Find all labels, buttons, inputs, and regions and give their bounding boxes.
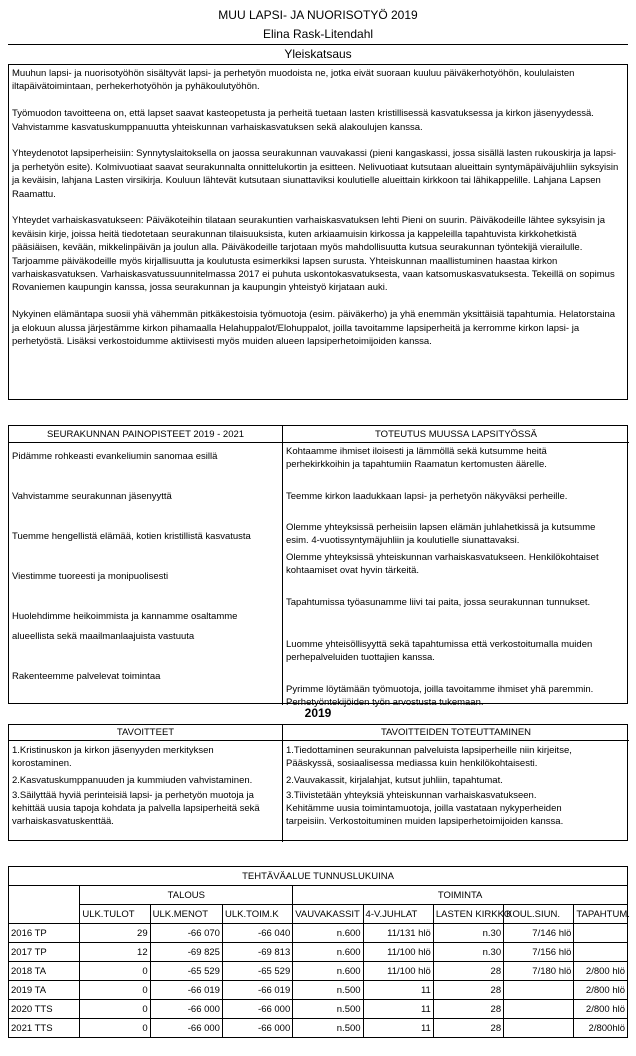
overview-box (8, 64, 628, 400)
goal-implementation: 3.Tiivistetään yhteyksiä yhteiskunnan varhaiskasvatukseen. Kehitämme uusia toimintamuotoja, joilla vastataan nykyperheiden tarpeisiin. Verkostoituminen muiden lapsiperhetoimijoiden kanssa. (286, 790, 564, 827)
kpi-cell: 28 (433, 1019, 503, 1038)
table-row (9, 981, 628, 1000)
overview-paragraph: Yhteydenotot lapsiperheisiin: Synnytyslaitoksella on jaossa seurakunnan vauvakassi (pieni kangaskassi, jossa sisällä lasten rukouskirja ja lapsi- ja perhetyön esite). Kolmivuotiaat saavat seurakunnalta onnittelukortin ja esitteen. Nelivuotiaat kutsutaan alueittain syntymäpäiväjuhliin syksyisin ja keväisin, lahjana Lasten virsikirja. Kouluun lähtevät kutsutaan siunattaviksi koulutielle alueittain kirkkoon tai lähikappelille. Lahjana Lapsen Raamattu. (12, 148, 619, 200)
kpi-row-label: 2020 TTS (9, 1000, 80, 1019)
goals-year: 2019 (304, 706, 332, 720)
kpi-cell: -66 000 (150, 1000, 222, 1019)
kpi-row-label: 2017 TP (9, 943, 80, 962)
kpi-col-header: LASTEN KIRKKO (433, 905, 503, 924)
kpi-cell: 11 (363, 1000, 433, 1019)
focus-implementation: Olemme yhteyksissä perheisiin lapsen elämän juhlahetkissä ja kutsumme esim. 4-vuotissyntymäjuhliin ja koulutielle siunattavaksi. (286, 522, 596, 546)
focus-implementation: Kohtaamme ihmiset iloisesti ja lämmöllä sekä kutsumme heitä perhekirkkoihin ja tapahtumiin Raamatun kertomusten äärelle. (286, 446, 547, 470)
kpi-cell: 11/131 hlö (363, 924, 433, 943)
overview-paragraph: Työmuodon tavoitteena on, että lapset saavat kasteopetusta ja perheitä tuetaan lasten kristillisessä kasvatuksessa ja kirkon jäsenyydessä. Vahvistamme kasvatuskumppanuutta yhteiskunnan varhaiskasvatuksen sekä alakoulujen kanssa. (12, 108, 594, 133)
goals-col-header: TAVOITTEET (116, 727, 175, 738)
kpi-col-header: KOUL.SIUN. (504, 905, 574, 924)
kpi-title: TEHTÄVÄALUE TUNNUSLUKUINA (9, 867, 628, 886)
kpi-col-header: ULK.TULOT (80, 905, 150, 924)
focus-priority: Vahvistamme seurakunnan jäsenyyttä (12, 491, 172, 502)
focus-priority: Rakenteemme palvelevat toimintaa (12, 671, 161, 682)
goal-item: 1.Kristinuskon ja kirkon jäsenyyden merkityksen korostaminen. (12, 745, 214, 769)
kpi-cell (504, 1019, 574, 1038)
goals-col-header: TAVOITTEIDEN TOTEUTTAMINEN (380, 727, 532, 738)
kpi-cell: 28 (433, 962, 503, 981)
kpi-row-label: 2021 TTS (9, 1019, 80, 1038)
overview-heading: Yleiskatsaus (284, 47, 352, 61)
focus-table (8, 425, 628, 708)
focus-implementation: Tapahtumissa työasunamme liivi tai paita, jossa seurakunnan tunnukset. (286, 597, 591, 608)
kpi-cell: 7/146 hlö (504, 924, 574, 943)
kpi-cell: n.600 (293, 943, 363, 962)
kpi-cell (504, 1000, 574, 1019)
kpi-cell: 7/180 hlö (504, 962, 574, 981)
kpi-cell: -66 070 (150, 924, 222, 943)
header-divider (8, 44, 628, 45)
kpi-col-header: ULK.TOIM.K (222, 905, 292, 924)
kpi-cell: 28 (433, 1000, 503, 1019)
kpi-cell: 2/800 hlö (574, 962, 628, 981)
kpi-cell: -69 813 (222, 943, 292, 962)
table-row (9, 962, 628, 981)
kpi-cell: -66 000 (222, 1000, 292, 1019)
kpi-row-label: 2018 TA (9, 962, 80, 981)
kpi-cell: 0 (80, 981, 150, 1000)
kpi-cell: n.500 (293, 981, 363, 1000)
goal-item: 2.Kasvatuskumppanuuden ja kummiuden vahvistaminen. (12, 775, 253, 786)
goal-item: 3.Säilyttää hyviä perinteisiä lapsi- ja perhetyön muotoja ja kehittää uusia tapoja kohdata ja palvella lapsiperheitä sekä varhaiskasvatuskenttää. (12, 790, 260, 827)
kpi-cell: 2/800 hlö (574, 981, 628, 1000)
kpi-cell: 12 (80, 943, 150, 962)
kpi-row-label: 2016 TP (9, 924, 80, 943)
focus-priority: Pidämme rohkeasti evankeliumin sanomaa esillä (12, 451, 218, 462)
focus-implementation: Olemme yhteyksissä yhteiskunnan varhaiskasvatukseen. Henkilökohtaiset kohtaamiset ovat hyvin tärkeitä. (286, 552, 599, 576)
kpi-cell: -66 000 (150, 1019, 222, 1038)
author-name: Elina Rask-Litendahl (262, 27, 374, 41)
kpi-cell: n.600 (293, 924, 363, 943)
table-row (9, 1000, 628, 1019)
kpi-cell: 0 (80, 1019, 150, 1038)
focus-implementation: Luomme yhteisöllisyyttä sekä tapahtumissa että verkostoitumalla muiden perhepalveluiden tuottajien kanssa. (286, 639, 593, 663)
focus-priority: Huolehdimme heikoimmista ja kannamme osaltamme (12, 611, 238, 622)
kpi-cell: n.600 (293, 962, 363, 981)
kpi-cell: 11/100 hlö (363, 943, 433, 962)
goal-implementation: 2.Vauvakassit, kirjalahjat, kutsut juhliin, tapahtumat. (286, 775, 503, 786)
kpi-cell: 0 (80, 1000, 150, 1019)
kpi-cell: 11 (363, 981, 433, 1000)
overview-paragraph: Muuhun lapsi- ja nuorisotyöhön sisältyvät lapsi- ja perhetyön muodoista ne, jotka eivät suoraan kuuluu päiväkerhotyöhön, koululaisten iltapäivätoimintaan, perhekerhotyöhön ja pyhäkoulutyöhön. (12, 68, 575, 93)
kpi-cell (574, 924, 628, 943)
focus-priority: alueellista sekä maailmanlaajuista vastuuta (12, 631, 195, 642)
table-row (9, 924, 628, 943)
kpi-row-label: 2019 TA (9, 981, 80, 1000)
kpi-cell: -66 040 (222, 924, 292, 943)
kpi-col-header: 4-V.JUHLAT (363, 905, 433, 924)
kpi-cell: -65 529 (150, 962, 222, 981)
kpi-cell: -66 019 (150, 981, 222, 1000)
kpi-cell: 11/100 hlö (363, 962, 433, 981)
table-row (9, 943, 628, 962)
kpi-cell: n.30 (433, 943, 503, 962)
kpi-cell: -69 825 (150, 943, 222, 962)
table-row (9, 1019, 628, 1038)
kpi-cell: 29 (80, 924, 150, 943)
focus-implementation: Pyrimme löytämään työmuotoja, joilla tavoitamme ihmiset yhä paremmin. Perhetyöntekijöiden työn arvostusta tukemaan. (286, 684, 594, 708)
focus-col-header: SEURAKUNNAN PAINOPISTEET 2019 - 2021 (46, 429, 245, 440)
goal-implementation: 1.Tiedottaminen seurakunnan palveluista lapsiperheille niin kirjeitse, Pääskyssä, sosiaalisessa mediassa kuin henkilökohtaisesti. (286, 745, 572, 769)
overview-paragraph: Yhteydet varhaiskasvatukseen: Päiväkoteihin tilataan seurakuntien varhaiskasvatuksen lehti Pieni on suurin. Päiväkodeille lähtee syksyisin ja keväisin kirje, joissa heitä tiedotetaan seurakunnan tilaisuuksista, kuten arkiaamuisin kirkossa ja kappeleilla tapahtuvista kirkkohetkistä pääsiäisen, kevään, mikkelinpäivän ja joulun alla. Päiväkodeille tarjotaan myös mahdollisuutta kutsua seurakunnan työntekijä vierailulle. Tarjoamme päiväkodeille myös kirjallisuutta ja koulutusta esimerkiksi lapsen surusta. Yhteiskunnan maallistuminen haastaa kirkon varhaiskasvatuksen. Varhaiskasvatussuunnitelmassa 2017 ei puhuta uskontokasvatuksesta, vaan katsomuskasvatuksesta. Tekeillä on sopimus Rovaniemen kaupungin kanssa, jossa seurakunnan ja kaupungin yhteistyö kirjataan auki. (12, 215, 615, 294)
focus-priority: Viestimme tuoreesti ja monipuolisesti (12, 571, 169, 582)
kpi-cell: 7/156 hlö (504, 943, 574, 962)
kpi-cell: 2/800hlö (574, 1019, 628, 1038)
focus-col-header: TOTEUTUS MUUSSA LAPSITYÖSSÄ (375, 429, 537, 440)
kpi-cell: n.500 (293, 1000, 363, 1019)
kpi-cell: 11 (363, 1019, 433, 1038)
kpi-group-talous: TALOUS (80, 886, 293, 905)
goals-table (8, 724, 628, 841)
kpi-cell: 28 (433, 981, 503, 1000)
kpi-table (8, 866, 628, 1038)
page-title: MUU LAPSI- JA NUORISOTYÖ 2019 (218, 8, 418, 22)
kpi-cell: n.500 (293, 1019, 363, 1038)
overview-paragraph: Nykyinen elämäntapa suosii yhä vähemmän pitkäkestoisia työmuotoja (esim. päiväkerho) ja yhä enemmän yksittäisiä tapahtumia. Helatorstaina ja elokuun alussa järjestämme kirkon pihamaalla Helahuppalot/Elohuppalot, joilla tavoitamme lapsiperheitä ja kerromme kirkon lapsi- ja perhetyöstä. Lisäksi verkostoidumme aktiivisesti myös muiden alueen lapsiperhetoimijoiden kanssa. (12, 309, 616, 348)
kpi-cell (504, 981, 574, 1000)
kpi-cell: 2/800 hlö (574, 1000, 628, 1019)
kpi-col-header: ULK.MENOT (150, 905, 222, 924)
focus-priority: Tuemme hengellistä elämää, kotien kristillistä kasvatusta (12, 531, 251, 542)
kpi-cell: n.30 (433, 924, 503, 943)
kpi-col-header: VAUVAKASSIT (293, 905, 363, 924)
kpi-group-toiminta: TOIMINTA (293, 886, 628, 905)
focus-implementation: Teemme kirkon laadukkaan lapsi- ja perhetyön näkyväksi perheille. (286, 491, 568, 502)
kpi-cell: -66 019 (222, 981, 292, 1000)
kpi-cell (574, 943, 628, 962)
kpi-cell: -65 529 (222, 962, 292, 981)
kpi-col-header: TAPAHTUM. (574, 905, 628, 924)
kpi-cell: -66 000 (222, 1019, 292, 1038)
kpi-cell: 0 (80, 962, 150, 981)
